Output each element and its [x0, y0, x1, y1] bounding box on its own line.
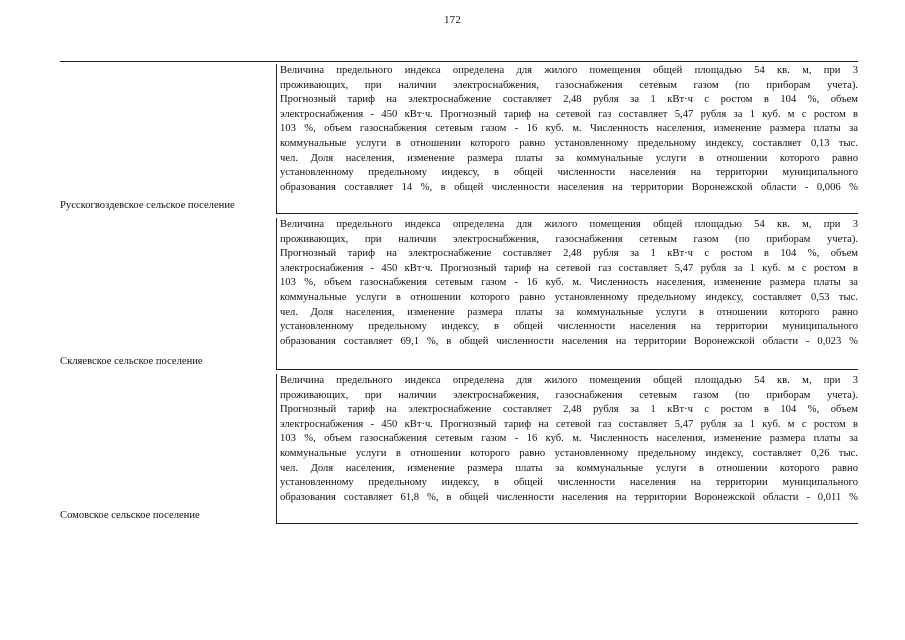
table-row	[60, 218, 858, 370]
settlement-name: Скляевское сельское поселение	[60, 356, 203, 367]
description-line: Прогнозный тариф на электроснабжение составляет 2,48 рубля за 1 кВт·ч с ростом в 104 %, объем	[280, 248, 858, 260]
index-description	[280, 218, 858, 349]
description-line: проживающих, при наличии электроснабжения, газоснабжения сетевым газом (по приборам учета).	[280, 389, 858, 401]
table-row	[60, 64, 858, 214]
description-line: проживающих, при наличии электроснабжения, газоснабжения сетевым газом (по приборам учета).	[280, 79, 858, 91]
column-divider	[276, 374, 277, 524]
description-line: Прогнозный тариф на электроснабжение составляет 2,48 рубля за 1 кВт·ч с ростом в 104 %, объем	[280, 404, 858, 416]
table-top-border	[60, 61, 858, 62]
description-line: чел. Доля населения, изменение размера платы за коммунальные услуги в отношении которого равно	[280, 306, 858, 318]
description-line: электроснабжения - 450 кВт·ч. Прогнозный тариф на сетевой газ составляет 5,47 рубля за 1 куб. м с ростом в	[280, 418, 858, 430]
row-bottom-border	[276, 213, 858, 214]
description-line: электроснабжения - 450 кВт·ч. Прогнозный тариф на сетевой газ составляет 5,47 рубля за 1 куб. м с ростом в	[280, 262, 858, 274]
description-line: образования составляет 14 %, в общей численности населения на территории Воронежской области - 0,006 %	[280, 181, 858, 193]
description-line: коммунальные услуги в отношении которого равно установленному предельному индексу, составляет 0,53 тыс.	[280, 291, 858, 303]
description-line: 103 %, объем газоснабжения сетевым газом - 16 куб. м. Численность населения, изменение размера платы за	[280, 433, 858, 445]
row-bottom-border	[276, 369, 858, 370]
description-line: установленному предельному индексу, в общей численности населения на территории муниципального	[280, 167, 858, 179]
column-divider	[276, 64, 277, 214]
settlement-name: Русскогвоздевское сельское поселение	[60, 200, 235, 211]
description-line: образования составляет 61,8 %, в общей численности населения на территории Воронежской области - 0,011 %	[280, 491, 858, 503]
description-line: Величина предельного индекса определена для жилого помещения общей площадью 54 кв. м, при 3	[280, 219, 858, 230]
index-description	[280, 64, 858, 195]
description-line: 103 %, объем газоснабжения сетевым газом - 16 куб. м. Численность населения, изменение размера платы за	[280, 277, 858, 289]
page-number: 172	[443, 14, 462, 26]
description-line: установленному предельному индексу, в общей численности населения на территории муниципального	[280, 477, 858, 489]
description-line: электроснабжения - 450 кВт·ч. Прогнозный тариф на сетевой газ составляет 5,47 рубля за 1 куб. м с ростом в	[280, 108, 858, 120]
row-bottom-border	[276, 523, 858, 524]
column-divider	[276, 218, 277, 370]
description-line: коммунальные услуги в отношении которого равно установленному предельному индексу, составляет 0,13 тыс.	[280, 137, 858, 149]
description-line: чел. Доля населения, изменение размера платы за коммунальные услуги в отношении которого равно	[280, 152, 858, 164]
description-line: проживающих, при наличии электроснабжения, газоснабжения сетевым газом (по приборам учета).	[280, 233, 858, 245]
description-line: образования составляет 69,1 %, в общей численности населения на территории Воронежской области - 0,023 %	[280, 335, 858, 347]
description-line: чел. Доля населения, изменение размера платы за коммунальные услуги в отношении которого равно	[280, 462, 858, 474]
description-line: установленному предельному индексу, в общей численности населения на территории муниципального	[280, 321, 858, 333]
description-line: Величина предельного индекса определена для жилого помещения общей площадью 54 кв. м, при 3	[280, 375, 858, 386]
description-line: 103 %, объем газоснабжения сетевым газом - 16 куб. м. Численность населения, изменение размера платы за	[280, 123, 858, 135]
description-line: коммунальные услуги в отношении которого равно установленному предельному индексу, составляет 0,26 тыс.	[280, 447, 858, 459]
table-row	[60, 374, 858, 524]
description-line: Прогнозный тариф на электроснабжение составляет 2,48 рубля за 1 кВт·ч с ростом в 104 %, объем	[280, 94, 858, 106]
description-line: Величина предельного индекса определена для жилого помещения общей площадью 54 кв. м, при 3	[280, 65, 858, 76]
settlement-name: Сомовское сельское поселение	[60, 510, 200, 521]
index-description	[280, 374, 858, 505]
